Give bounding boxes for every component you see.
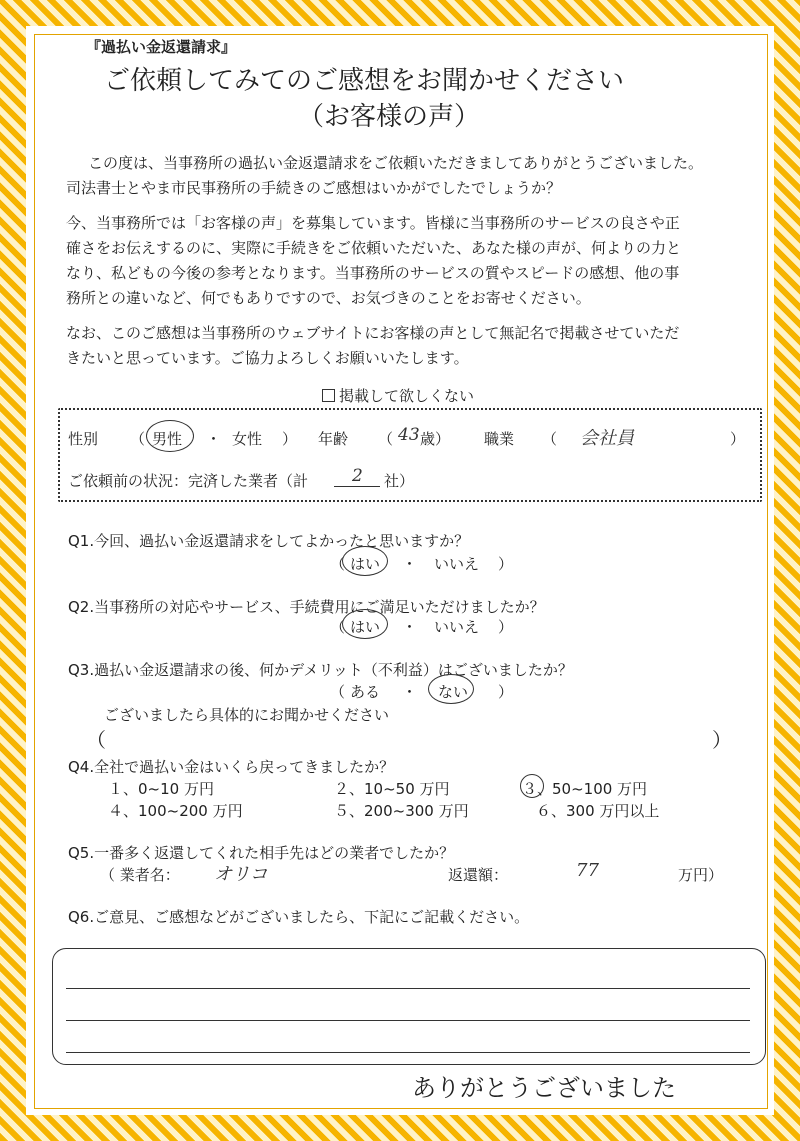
status-label: ご依頼前の状況：完済した業者（計 (68, 472, 309, 490)
q1-paren-open: （ (330, 555, 346, 573)
form-title: ご依頼してみてのご感想をお聞かせください (104, 66, 625, 96)
job-paren-close: ） (730, 430, 746, 448)
q1-separator: ・ (402, 555, 418, 573)
q3-question: Q3.過払い金返還請求の後、何かデメリット（不利益）はございましたか？ (68, 661, 573, 679)
selection-circle (146, 420, 194, 452)
q3-no-option[interactable]: ない (438, 683, 469, 701)
gender-female-option[interactable]: 女性 (232, 430, 263, 448)
q3-detail-paren-close: ） (712, 728, 732, 752)
comment-line (66, 1052, 750, 1053)
comment-line (66, 1020, 750, 1021)
selection-circle (342, 609, 388, 639)
q3-paren-close: ） (498, 683, 514, 701)
intro-line: 確さをお伝えするのに、実際に手続きをご依頼いただいた、あなた様の声が、何よりの力と (66, 239, 682, 257)
checkbox-icon[interactable] (322, 389, 335, 402)
gender-male-option[interactable]: 男性 (152, 430, 183, 448)
q1-paren-close: ） (498, 555, 514, 573)
q1-yes-option[interactable]: はい (350, 555, 381, 573)
form-tag: 『過払い金返還請求』 (86, 38, 237, 56)
form-subtitle: （お客様の声） (298, 102, 481, 132)
q2-paren-open: （ (330, 618, 346, 636)
status-value[interactable]: 2 (352, 466, 363, 486)
q3-paren-open: （ (330, 683, 346, 701)
q2-no-option[interactable]: いいえ (434, 618, 480, 636)
q4-option[interactable]: ３、50~100 万円 (522, 780, 648, 798)
selection-circle (342, 546, 388, 576)
q3-detail-paren-open: （ (86, 728, 106, 752)
comment-box[interactable] (52, 948, 766, 1065)
q1-question: Q1.今回、過払い金返還請求をしてよかったと思いますか？ (68, 532, 470, 550)
job-label: 職業 (484, 430, 515, 448)
q2-paren-close: ） (498, 618, 514, 636)
selection-circle (428, 674, 474, 704)
q4-option[interactable]: １、0~10 万円 (108, 780, 214, 798)
q4-option[interactable]: ４、100~200 万円 (108, 802, 243, 820)
age-paren-open: （ (378, 430, 394, 448)
intro-line: 務所との違いなど、何でもありですので、お気づきのことをお寄せください。 (66, 289, 591, 307)
intro-line: なお、このご感想は当事務所のウェブサイトにお客様の声として無記名で掲載させていただ (66, 324, 680, 342)
job-value[interactable]: 会社員 (580, 428, 634, 449)
q2-yes-option[interactable]: はい (350, 618, 381, 636)
age-unit: 歳） (420, 430, 451, 448)
q5-company-value[interactable]: オリコ (214, 864, 268, 885)
closing-text: ありがとうございました (412, 1074, 676, 1102)
gender-paren-open: （ (130, 430, 146, 448)
q5-amount-value[interactable]: 77 (576, 860, 599, 881)
no-publish-option[interactable] (322, 385, 474, 406)
q4-question: Q4.全社で過払い金はいくら戻ってきましたか？ (68, 758, 395, 776)
q3-yes-option[interactable]: ある (350, 683, 381, 701)
q5-amount-unit: 万円） (678, 866, 724, 884)
age-value[interactable]: 43 (398, 425, 420, 445)
intro-line: 司法書士とやま市民事務所の手続きのご感想はいかがでしたでしょうか？ (66, 179, 562, 197)
intro-line: 今、当事務所では「お客様の声」を募集しています。皆様に当事務所のサービスの良さや正 (66, 214, 680, 232)
q3-detail-prompt: ございましたら具体的にお聞かせください (104, 706, 390, 724)
no-publish-label: 掲載して欲しくない (339, 387, 475, 405)
q3-separator: ・ (402, 683, 418, 701)
age-label: 年齢 (318, 430, 349, 448)
q4-option[interactable]: ５、200~300 万円 (334, 802, 469, 820)
q2-question: Q2.当事務所の対応やサービス、手続費用にご満足いただけましたか？ (68, 598, 545, 616)
gender-separator: ・ (206, 430, 222, 448)
q5-question: Q5.一番多く返還してくれた相手先はどの業者でしたか？ (68, 844, 455, 862)
status-underline (334, 486, 380, 487)
intro-line: きたいと思っています。ご協力よろしくお願いいたします。 (66, 349, 469, 367)
q6-question: Q6.ご意見、ご感想などがございましたら、下記にご記載ください。 (68, 908, 530, 926)
q5-amount-label: 返還額： (448, 866, 509, 884)
q5-company-label: （ 業者名： (100, 866, 180, 884)
job-paren-open: （ (542, 430, 558, 448)
intro-line: なり、私どもの今後の参考となります。当事務所のサービスの質やスピードの感想、他の事 (66, 264, 680, 282)
gender-paren-close: ） (282, 430, 298, 448)
q2-separator: ・ (402, 618, 418, 636)
gender-label: 性別 (68, 430, 99, 448)
selection-circle (520, 774, 544, 798)
intro-line: この度は、当事務所の過払い金返還請求をご依頼いただきましてありがとうございました。 (88, 154, 704, 172)
comment-line (66, 988, 750, 989)
q4-option[interactable]: ６、300 万円以上 (536, 802, 660, 820)
q1-no-option[interactable]: いいえ (434, 555, 480, 573)
status-unit: 社） (384, 472, 415, 490)
q4-option[interactable]: ２、10~50 万円 (334, 780, 450, 798)
